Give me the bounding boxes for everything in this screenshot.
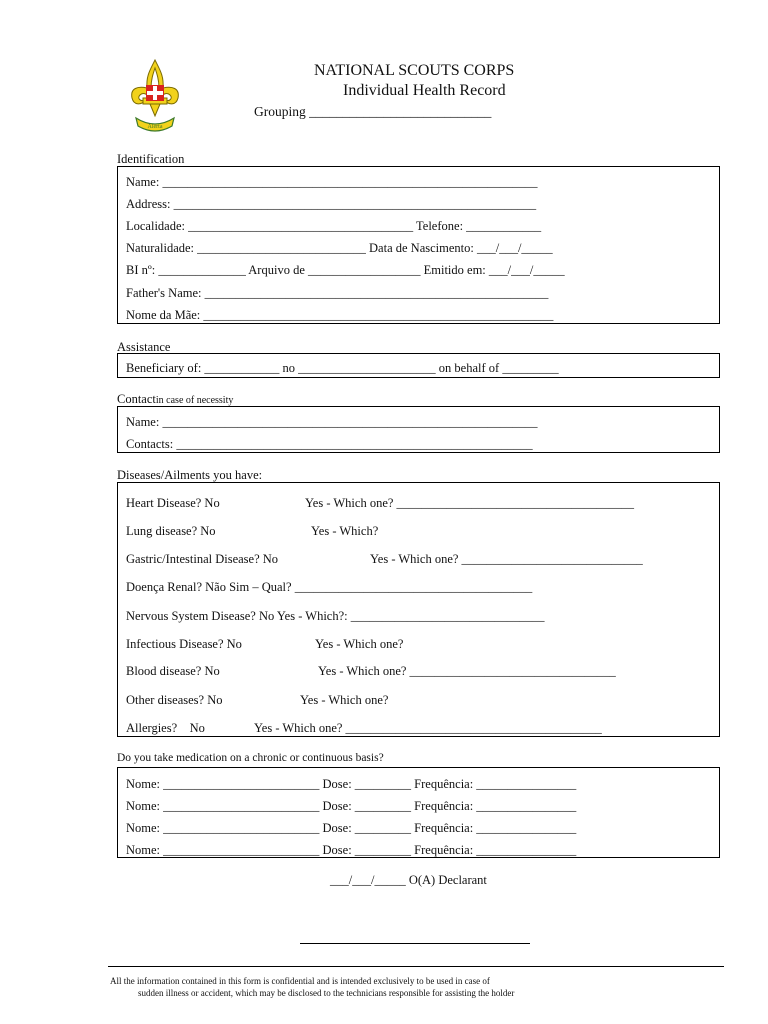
allergies-label[interactable]: Allergies? No [126, 721, 205, 735]
contact-heading [117, 392, 233, 407]
heart-disease-label[interactable]: Heart Disease? No [126, 496, 220, 510]
contacts-field[interactable]: Contacts: _________________________________________________________ [126, 437, 533, 451]
heart-disease-which[interactable]: Yes - Which one? ______________________________________ [305, 496, 635, 510]
lung-disease-label[interactable]: Lung disease? No [126, 524, 216, 538]
lung-disease-which[interactable]: Yes - Which? [311, 524, 379, 538]
contact-heading-note: in case of necessity [155, 395, 234, 406]
locality-phone-field[interactable]: Localidade: ____________________________________ Telefone: ____________ [126, 219, 542, 233]
id-number-field[interactable]: BI nº: ______________ Arquivo de __________________ Emitido em: ___/___/_____ [126, 263, 565, 277]
name-field[interactable]: Name: ____________________________________________________________ [126, 175, 538, 189]
diseases-heading: Diseases/Ailments you have: [117, 468, 263, 482]
medication-heading: Do you take medication on a chronic or continuous basis? [117, 752, 384, 764]
medication-row-2[interactable]: Nome: _________________________ Dose: _________ Frequência: ________________ [126, 799, 577, 813]
infectious-disease-which[interactable]: Yes - Which one? [315, 637, 404, 651]
signature-line[interactable] [300, 943, 530, 944]
footnote-line-1: All the information contained in this form is confidential and is intended exclusively to be used in case of [110, 976, 490, 986]
beneficiary-field[interactable]: Beneficiary of: ____________ no ______________________ on behalf of _________ [126, 361, 559, 375]
address-field[interactable]: Address: __________________________________________________________ [126, 197, 537, 211]
gastric-disease-which[interactable]: Yes - Which one? _____________________________ [370, 552, 643, 566]
blood-disease-label[interactable]: Blood disease? No [126, 664, 220, 678]
blood-disease-which[interactable]: Yes - Which one? _________________________________ [318, 664, 616, 678]
infectious-disease-label[interactable]: Infectious Disease? No [126, 637, 242, 651]
birthplace-birthdate-field[interactable]: Naturalidade: ___________________________ Data de Nascimento: ___/___/_____ [126, 241, 553, 255]
scouts-logo [128, 58, 182, 136]
mothers-name-field[interactable]: Nome da Mãe: ________________________________________________________ [126, 308, 554, 322]
medication-row-4[interactable]: Nome: _________________________ Dose: _________ Frequência: ________________ [126, 843, 577, 857]
page-subtitle: Individual Health Record [343, 82, 506, 99]
assistance-heading: Assistance [117, 340, 171, 354]
kidney-disease-field[interactable]: Doença Renal? Não Sim – Qual? ______________________________________ [126, 580, 533, 594]
allergies-which[interactable]: Yes - Which one? _________________________________________ [254, 721, 602, 735]
declarant-date-field[interactable]: ___/___/_____ O(A) Declarant [330, 873, 487, 887]
contact-heading-main: Contact [117, 392, 156, 406]
footer-divider [108, 966, 724, 967]
grouping-field[interactable]: Grouping ___________________________ [254, 104, 492, 119]
fathers-name-field[interactable]: Father's Name: _______________________________________________________ [126, 286, 549, 300]
gastric-disease-label[interactable]: Gastric/Intestinal Disease? No [126, 552, 279, 566]
page-title: NATIONAL SCOUTS CORPS [314, 62, 515, 79]
identification-heading: Identification [117, 152, 185, 166]
medication-row-3[interactable]: Nome: _________________________ Dose: _________ Frequência: ________________ [126, 821, 577, 835]
footnote-line-2: sudden illness or accident, which may be disclosed to the technicians responsible for assisting the holder [138, 988, 515, 998]
logo-motto: Alerta [147, 124, 163, 130]
other-disease-label[interactable]: Other diseases? No [126, 693, 223, 707]
medication-row-1[interactable]: Nome: _________________________ Dose: _________ Frequência: ________________ [126, 777, 577, 791]
nervous-disease-field[interactable]: Nervous System Disease? No Yes - Which?: _______________________________ [126, 609, 545, 623]
other-disease-which[interactable]: Yes - Which one? [300, 693, 389, 707]
contact-name-field[interactable]: Name: ____________________________________________________________ [126, 415, 538, 429]
